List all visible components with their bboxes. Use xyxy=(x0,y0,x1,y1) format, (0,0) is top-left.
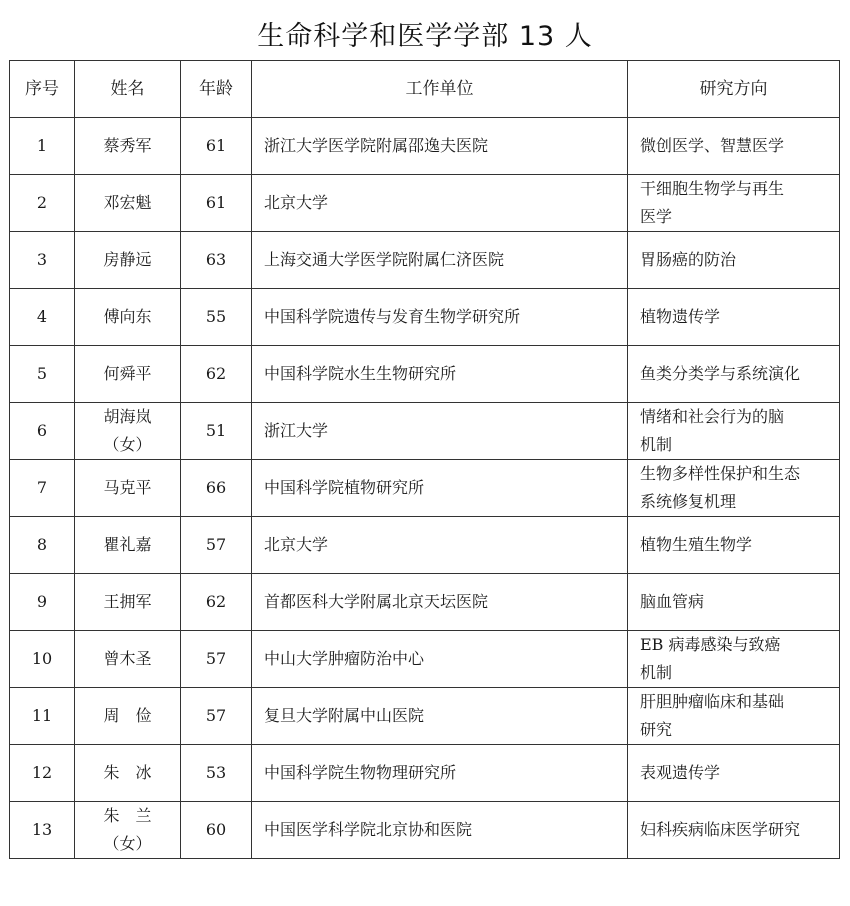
name-line: 王拥军 xyxy=(103,592,152,611)
cell-num: 12 xyxy=(10,745,75,802)
cell-age: 66 xyxy=(181,460,252,517)
cell-name xyxy=(75,289,181,346)
cell-field xyxy=(628,517,840,574)
field-line: 脑血管病 xyxy=(640,592,705,611)
table-row xyxy=(10,403,840,460)
field-line: 机制 xyxy=(640,663,673,682)
page-title: 生命科学和医学学部 13 人 xyxy=(257,21,593,52)
cell-num: 1 xyxy=(10,118,75,175)
field-line: 表观遗传学 xyxy=(640,763,721,782)
cell-age: 61 xyxy=(181,118,252,175)
cell-age: 57 xyxy=(181,631,252,688)
field-line: 系统修复机理 xyxy=(640,492,737,511)
field-line: 情绪和社会行为的脑 xyxy=(640,407,785,426)
cell-age: 53 xyxy=(181,745,252,802)
cell-age: 61 xyxy=(181,175,252,232)
name-line: （女） xyxy=(103,435,152,454)
field-line: 鱼类分类学与系统演化 xyxy=(640,364,801,383)
cell-num: 8 xyxy=(10,517,75,574)
cell-name xyxy=(75,346,181,403)
header-num: 序号 xyxy=(10,61,75,118)
name-line: 马克平 xyxy=(103,478,152,497)
name-line: 蔡秀军 xyxy=(103,136,152,155)
cell-field xyxy=(628,745,840,802)
table-row xyxy=(10,745,840,802)
table-row xyxy=(10,175,840,232)
cell-name xyxy=(75,517,181,574)
cell-field xyxy=(628,403,840,460)
cell-unit: 北京大学 xyxy=(252,517,628,574)
cell-num: 11 xyxy=(10,688,75,745)
field-line: 研究 xyxy=(640,720,673,739)
table-header-row xyxy=(10,61,840,118)
header-name: 姓名 xyxy=(75,61,181,118)
cell-num: 2 xyxy=(10,175,75,232)
field-line: 植物生殖生物学 xyxy=(640,535,753,554)
cell-field xyxy=(628,232,840,289)
cell-unit: 中国科学院水生生物研究所 xyxy=(252,346,628,403)
cell-name xyxy=(75,403,181,460)
table-row xyxy=(10,517,840,574)
field-line: 妇科疾病临床医学研究 xyxy=(640,820,801,839)
field-line: 植物遗传学 xyxy=(640,307,721,326)
name-line: 周 俭 xyxy=(103,706,152,725)
academician-table xyxy=(9,60,840,859)
name-line: 曾木圣 xyxy=(103,649,152,668)
cell-unit: 北京大学 xyxy=(252,175,628,232)
cell-name xyxy=(75,175,181,232)
cell-age: 55 xyxy=(181,289,252,346)
cell-age: 63 xyxy=(181,232,252,289)
cell-field xyxy=(628,802,840,859)
cell-name xyxy=(75,118,181,175)
cell-name xyxy=(75,574,181,631)
table-row xyxy=(10,346,840,403)
table-row xyxy=(10,289,840,346)
field-line: 胃肠癌的防治 xyxy=(640,250,737,269)
field-line: 肝胆肿瘤临床和基础 xyxy=(640,692,785,711)
cell-name xyxy=(75,232,181,289)
cell-field xyxy=(628,460,840,517)
cell-num: 5 xyxy=(10,346,75,403)
name-line: 邓宏魁 xyxy=(103,193,152,212)
name-line: 傅向东 xyxy=(103,307,152,326)
field-line: 微创医学、智慧医学 xyxy=(640,136,785,155)
field-line: 干细胞生物学与再生 xyxy=(640,179,785,198)
cell-num: 4 xyxy=(10,289,75,346)
name-line: 何舜平 xyxy=(103,364,152,383)
header-age: 年龄 xyxy=(181,61,252,118)
cell-unit: 中国科学院生物物理研究所 xyxy=(252,745,628,802)
table-row xyxy=(10,118,840,175)
cell-unit: 中国科学院植物研究所 xyxy=(252,460,628,517)
header-field: 研究方向 xyxy=(628,61,840,118)
cell-unit: 中国科学院遗传与发育生物学研究所 xyxy=(252,289,628,346)
cell-age: 57 xyxy=(181,517,252,574)
cell-num: 7 xyxy=(10,460,75,517)
cell-field xyxy=(628,688,840,745)
cell-field xyxy=(628,346,840,403)
name-line: 胡海岚 xyxy=(103,407,152,426)
cell-age: 51 xyxy=(181,403,252,460)
name-line: 房静远 xyxy=(103,250,152,269)
table-row xyxy=(10,460,840,517)
table-row xyxy=(10,802,840,859)
cell-unit: 浙江大学 xyxy=(252,403,628,460)
field-line: 生物多样性保护和生态 xyxy=(640,464,801,483)
field-line: EB 病毒感染与致癌 xyxy=(640,635,781,654)
cell-field xyxy=(628,289,840,346)
table-row xyxy=(10,631,840,688)
cell-unit: 浙江大学医学院附属邵逸夫医院 xyxy=(252,118,628,175)
cell-unit: 上海交通大学医学院附属仁济医院 xyxy=(252,232,628,289)
cell-num: 6 xyxy=(10,403,75,460)
name-line: 朱 兰 xyxy=(103,806,152,825)
table-row xyxy=(10,232,840,289)
cell-num: 13 xyxy=(10,802,75,859)
cell-age: 57 xyxy=(181,688,252,745)
cell-unit: 首都医科大学附属北京天坛医院 xyxy=(252,574,628,631)
table-row xyxy=(10,574,840,631)
cell-field xyxy=(628,631,840,688)
cell-unit: 复旦大学附属中山医院 xyxy=(252,688,628,745)
field-line: 机制 xyxy=(640,435,673,454)
name-line: 瞿礼嘉 xyxy=(103,535,152,554)
header-unit: 工作单位 xyxy=(252,61,628,118)
cell-name xyxy=(75,688,181,745)
name-line: （女） xyxy=(103,834,152,853)
cell-unit: 中山大学肿瘤防治中心 xyxy=(252,631,628,688)
cell-field xyxy=(628,118,840,175)
cell-unit: 中国医学科学院北京协和医院 xyxy=(252,802,628,859)
cell-name xyxy=(75,745,181,802)
cell-field xyxy=(628,175,840,232)
cell-name xyxy=(75,802,181,859)
cell-name xyxy=(75,460,181,517)
cell-age: 62 xyxy=(181,574,252,631)
cell-num: 3 xyxy=(10,232,75,289)
cell-age: 62 xyxy=(181,346,252,403)
field-line: 医学 xyxy=(640,207,673,226)
name-line: 朱 冰 xyxy=(103,763,152,782)
cell-field xyxy=(628,574,840,631)
cell-num: 10 xyxy=(10,631,75,688)
cell-num: 9 xyxy=(10,574,75,631)
cell-age: 60 xyxy=(181,802,252,859)
cell-name xyxy=(75,631,181,688)
table-row xyxy=(10,688,840,745)
